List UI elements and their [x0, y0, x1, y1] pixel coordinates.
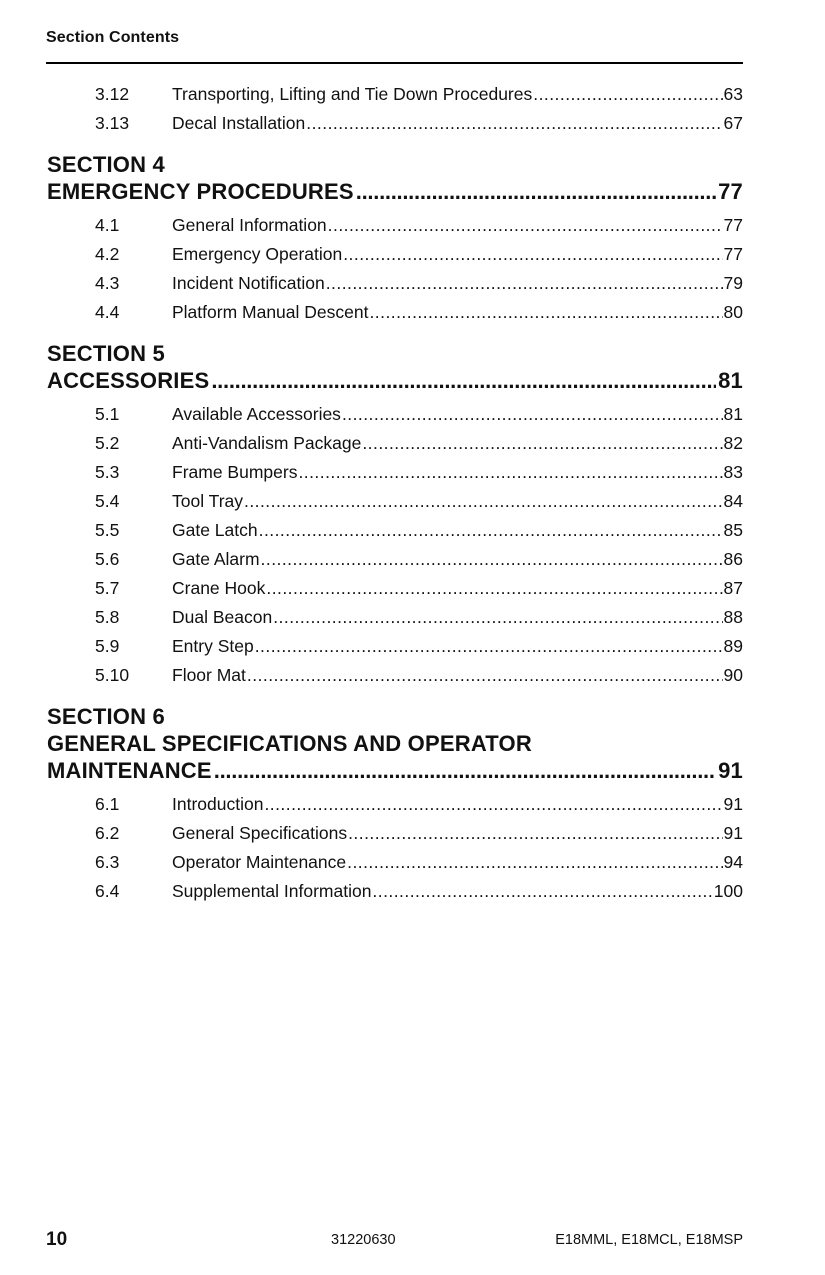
dot-leader: [372, 877, 712, 906]
header-divider: [46, 62, 743, 64]
toc-entry-number: 5.1: [95, 404, 120, 424]
toc-entry-title: Gate Alarm: [172, 549, 260, 569]
toc-entry-number: 4.4: [95, 302, 120, 322]
section-page: 91: [718, 758, 743, 783]
section-4: [0, 151, 825, 205]
toc-entry-title: Anti-Vandalism Package: [172, 433, 362, 453]
toc-entry-title: Gate Latch: [172, 520, 258, 540]
section-label: SECTION 4: [47, 152, 165, 177]
toc-entry-5-2[interactable]: [0, 429, 825, 458]
toc-entry-number: 5.2: [95, 433, 120, 453]
section-5: [0, 340, 825, 394]
toc-entry-number: 6.1: [95, 794, 120, 814]
toc-entry-number: 5.5: [95, 520, 120, 540]
toc-entry-page: 80: [723, 302, 743, 322]
toc-entry-number: 4.1: [95, 215, 120, 235]
toc-entry-title: Platform Manual Descent: [172, 302, 369, 322]
dot-leader: [347, 848, 722, 877]
toc-entry-5-4[interactable]: [0, 487, 825, 516]
dot-leader: [266, 574, 722, 603]
section-label: SECTION 6: [47, 704, 165, 729]
toc-entry-page: 81: [723, 404, 743, 424]
dot-leader: [306, 109, 722, 138]
dot-leader: [214, 757, 716, 784]
toc-entry-title: Entry Step: [172, 636, 254, 656]
dot-leader: [369, 298, 722, 327]
dot-leader: [298, 458, 722, 487]
toc-entry-page: 83: [723, 462, 743, 482]
toc-entry-page: 86: [723, 549, 743, 569]
toc-entry-page: 90: [723, 665, 743, 685]
toc-entry-number: 6.4: [95, 881, 120, 901]
toc-entry-page: 89: [723, 636, 743, 656]
toc-entry-page: 94: [723, 852, 743, 872]
toc-entry-5-8[interactable]: [0, 603, 825, 632]
dot-leader: [273, 603, 722, 632]
dot-leader: [328, 211, 723, 240]
dot-leader: [211, 367, 716, 394]
footer-document-number: 31220630: [331, 1232, 396, 1248]
toc-entry-number: 5.7: [95, 578, 120, 598]
table-of-contents: [0, 80, 825, 906]
toc-entry-4-2[interactable]: [0, 240, 825, 269]
toc-entry-6-4[interactable]: [0, 877, 825, 906]
toc-entry-number: 5.3: [95, 462, 120, 482]
section-title-first-line: GENERAL SPECIFICATIONS AND OPERATOR: [47, 731, 532, 756]
toc-entry-page: 77: [723, 215, 743, 235]
toc-entry-number: 4.2: [95, 244, 120, 264]
footer-page-number: 10: [46, 1229, 68, 1250]
toc-entry-title: Operator Maintenance: [172, 852, 347, 872]
dot-leader: [264, 790, 722, 819]
toc-entry-page: 91: [723, 823, 743, 843]
dot-leader: [255, 632, 723, 661]
section-page: 77: [718, 179, 743, 204]
toc-entry-title: Supplemental Information: [172, 881, 372, 901]
toc-entry-4-3[interactable]: [0, 269, 825, 298]
toc-entry-3-13[interactable]: [0, 109, 825, 138]
toc-entry-page: 79: [723, 273, 743, 293]
toc-entry-page: 63: [723, 84, 743, 104]
toc-entry-6-2[interactable]: [0, 819, 825, 848]
section-6: [0, 703, 825, 784]
toc-entry-page: 77: [723, 244, 743, 264]
section-title: ACCESSORIES: [47, 368, 210, 393]
toc-entry-page: 91: [723, 794, 743, 814]
toc-entry-3-12[interactable]: [0, 80, 825, 109]
dot-leader: [533, 80, 722, 109]
toc-entry-number: 6.3: [95, 852, 120, 872]
toc-entry-5-10[interactable]: [0, 661, 825, 690]
toc-entry-title: General Specifications: [172, 823, 348, 843]
section-title: MAINTENANCE: [47, 758, 212, 783]
toc-entry-6-3[interactable]: [0, 848, 825, 877]
toc-entry-title: Incident Notification: [172, 273, 325, 293]
section-title: EMERGENCY PROCEDURES: [47, 179, 354, 204]
toc-entry-5-3[interactable]: [0, 458, 825, 487]
toc-entry-number: 5.10: [95, 665, 130, 685]
toc-entry-title: Emergency Operation: [172, 244, 343, 264]
section-heading-link[interactable]: [47, 178, 743, 205]
toc-entry-number: 5.6: [95, 549, 120, 569]
dot-leader: [343, 240, 722, 269]
toc-entry-title: Frame Bumpers: [172, 462, 298, 482]
toc-entry-4-1[interactable]: [0, 211, 825, 240]
toc-entry-number: 6.2: [95, 823, 120, 843]
dot-leader: [247, 661, 723, 690]
toc-entry-title: Decal Installation: [172, 113, 306, 133]
toc-entry-page: 100: [713, 881, 743, 901]
section-label: SECTION 5: [47, 341, 165, 366]
toc-entry-title: Transporting, Lifting and Tie Down Procedures: [172, 84, 533, 104]
toc-entry-5-1[interactable]: [0, 400, 825, 429]
toc-entry-title: General Information: [172, 215, 327, 235]
toc-entry-page: 87: [723, 578, 743, 598]
toc-entry-5-6[interactable]: [0, 545, 825, 574]
toc-entry-title: Dual Beacon: [172, 607, 273, 627]
toc-entry-page: 85: [723, 520, 743, 540]
toc-entry-5-7[interactable]: [0, 574, 825, 603]
toc-entry-number: 4.3: [95, 273, 120, 293]
toc-entry-4-4[interactable]: [0, 298, 825, 327]
toc-entry-title: Floor Mat: [172, 665, 246, 685]
toc-entry-number: 5.9: [95, 636, 120, 656]
toc-entry-title: Tool Tray: [172, 491, 243, 511]
section-heading-link[interactable]: [47, 757, 743, 784]
toc-entry-page: 84: [723, 491, 743, 511]
dot-leader: [259, 516, 723, 545]
toc-entry-page: 88: [723, 607, 743, 627]
footer-models: E18MML, E18MCL, E18MSP: [555, 1232, 743, 1248]
toc-entry-5-9[interactable]: [0, 632, 825, 661]
dot-leader: [326, 269, 723, 298]
toc-entry-number: 5.8: [95, 607, 120, 627]
toc-entry-number: 3.13: [95, 113, 130, 133]
running-title: Section Contents: [46, 29, 180, 46]
section-heading-link[interactable]: [47, 367, 743, 394]
dot-leader: [362, 429, 722, 458]
toc-entry-page: 67: [723, 113, 743, 133]
toc-entry-title: Available Accessories: [172, 404, 341, 424]
toc-entry-5-5[interactable]: [0, 516, 825, 545]
dot-leader: [244, 487, 723, 516]
toc-entry-number: 3.12: [95, 84, 130, 104]
toc-entry-title: Introduction: [172, 794, 264, 814]
dot-leader: [356, 178, 716, 205]
dot-leader: [342, 400, 723, 429]
toc-entry-number: 5.4: [95, 491, 120, 511]
dot-leader: [261, 545, 723, 574]
toc-entry-6-1[interactable]: [0, 790, 825, 819]
toc-entry-page: 82: [723, 433, 743, 453]
dot-leader: [348, 819, 722, 848]
toc-entry-title: Crane Hook: [172, 578, 266, 598]
section-page: 81: [718, 368, 743, 393]
